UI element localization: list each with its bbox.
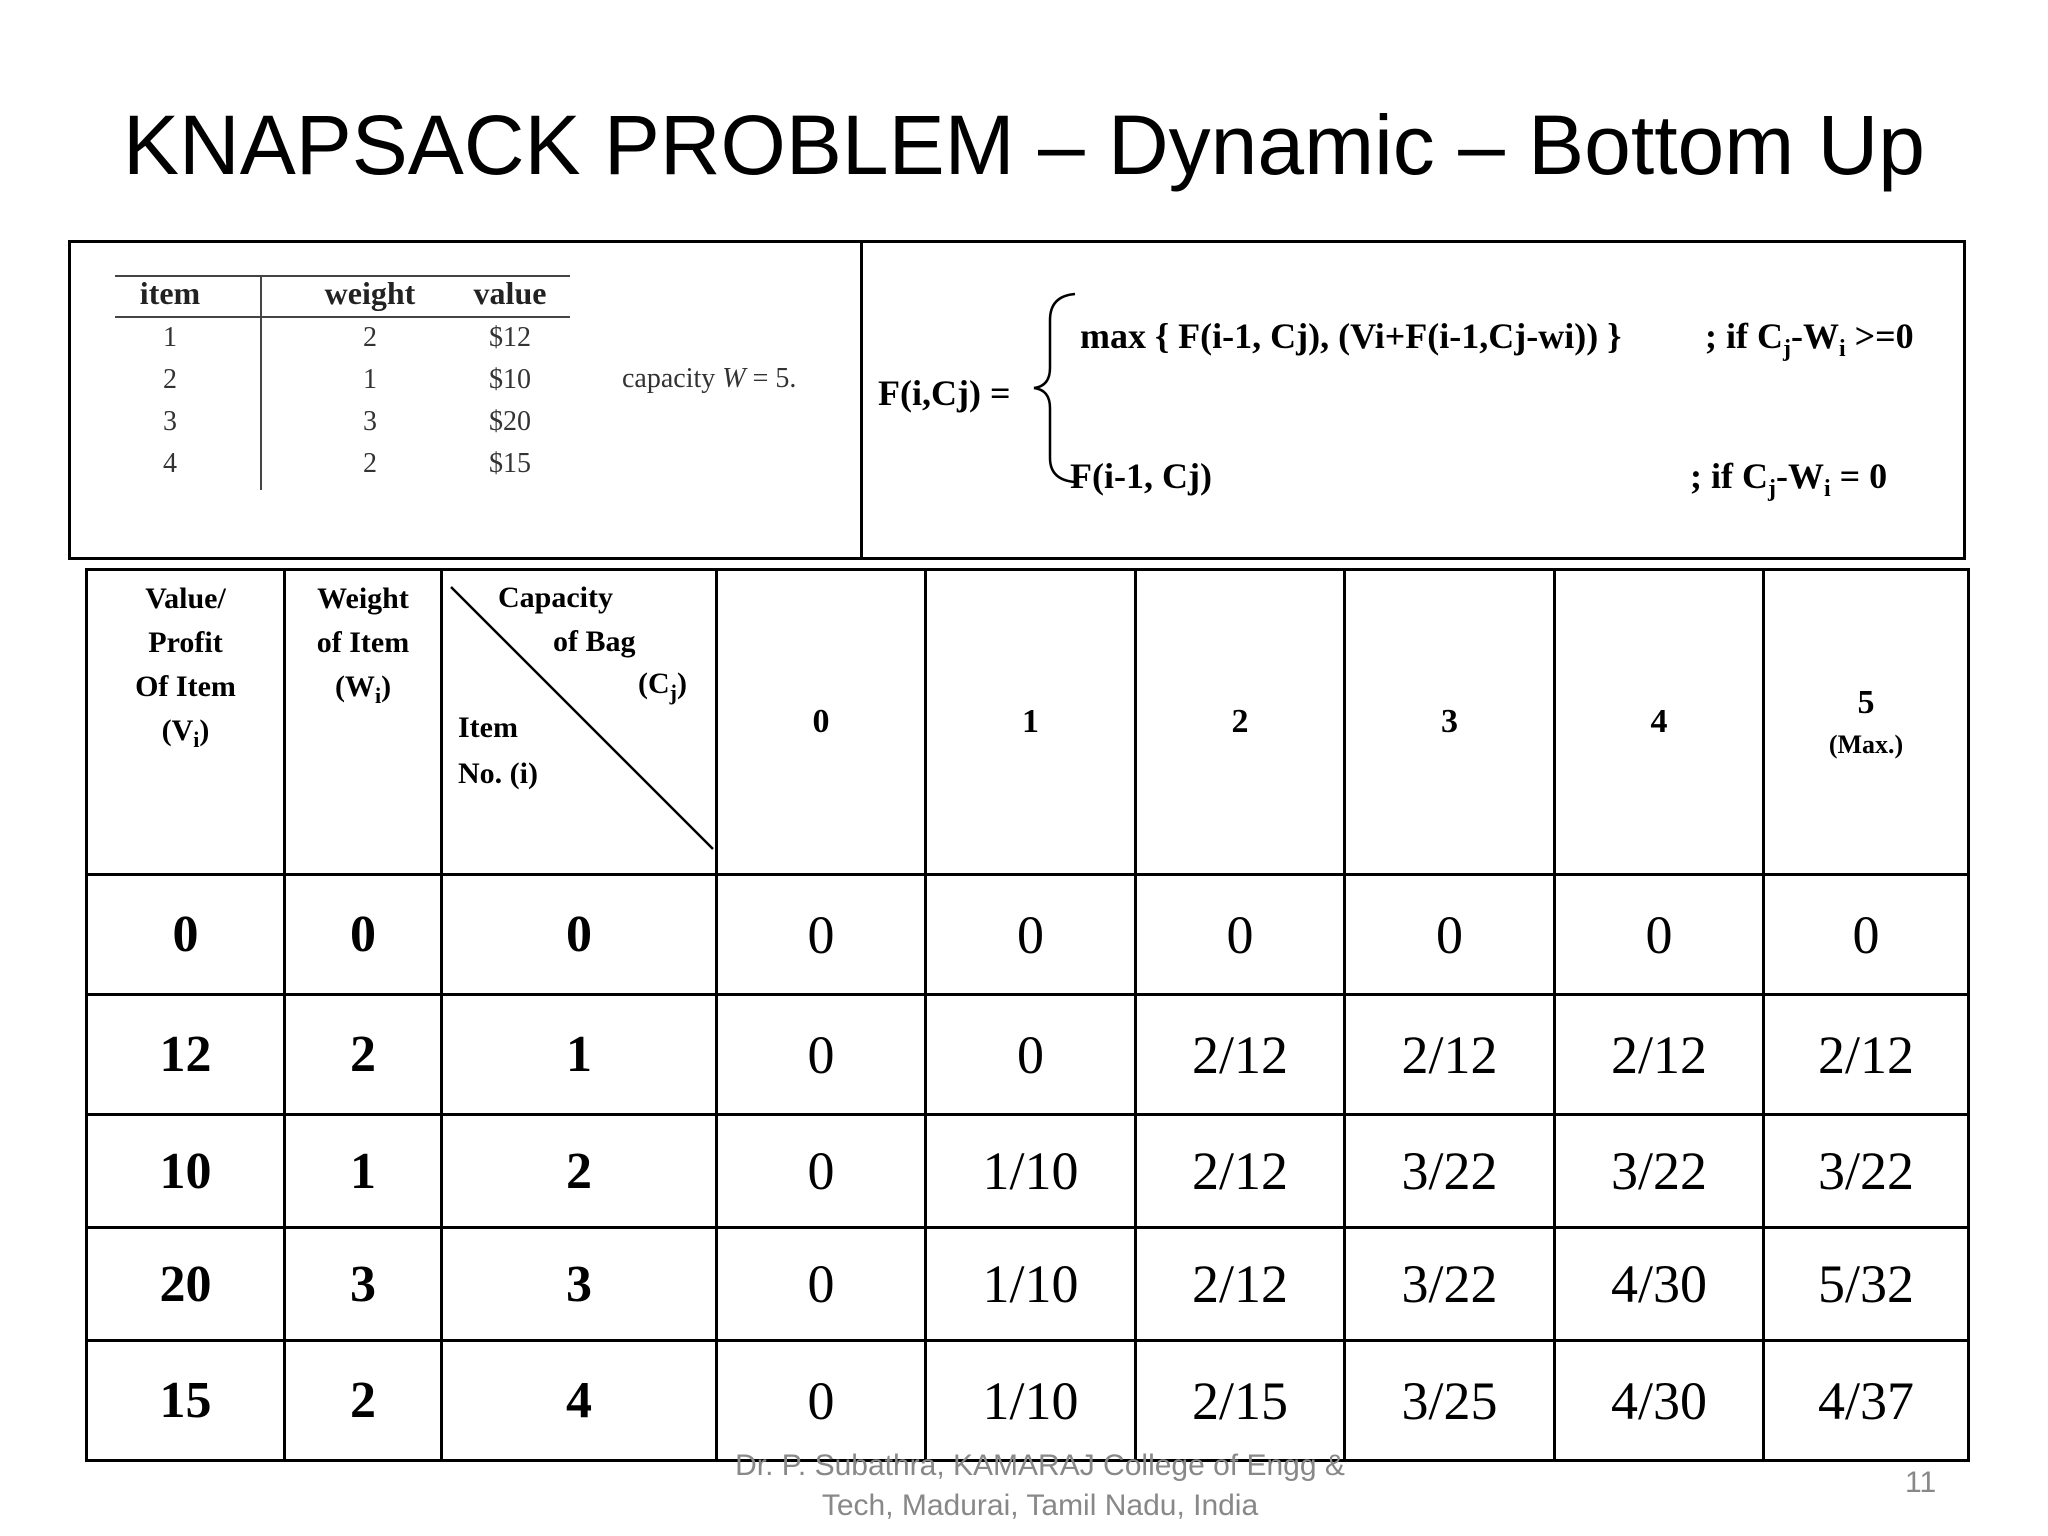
items-cell: $15 <box>489 448 531 479</box>
table-cell: 0 <box>717 1115 926 1228</box>
table-cell: 0 <box>1345 875 1555 995</box>
table-cell: 0 <box>1555 875 1764 995</box>
table-cell: 2/12 <box>1764 995 1969 1115</box>
formula-case1-condition: ; if $C_j-W_i >=0$ <box>1705 316 1914 363</box>
row-item: 2 <box>442 1115 717 1228</box>
table-cell: 3/22 <box>1345 1115 1555 1228</box>
page-number: 11 <box>1905 1466 1937 1499</box>
header-item-label: No. (i) <box>458 757 538 790</box>
table-cell: 2/12 <box>1136 1115 1345 1228</box>
table-row <box>87 1341 1969 1461</box>
table-cell: 3/22 <box>1764 1115 1969 1228</box>
row-value: 0 <box>87 875 285 995</box>
items-cell: 1 <box>163 322 177 353</box>
table-cell: 0 <box>717 1228 926 1341</box>
table-cell: 3/22 <box>1345 1228 1555 1341</box>
table-cell: 3/22 <box>1555 1115 1764 1228</box>
table-cell: 1/10 <box>926 1341 1136 1461</box>
items-header-item: item <box>139 275 201 311</box>
row-item: 3 <box>442 1228 717 1341</box>
row-weight: 3 <box>285 1228 442 1341</box>
formula-case2: F(i-1, Cj) <box>1070 456 1212 496</box>
max-label: (Max.) <box>1828 730 1904 759</box>
slide-title: KNAPSACK PROBLEM – Dynamic – Bottom Up <box>123 98 1925 192</box>
table-cell: 0 <box>717 1341 926 1461</box>
header-value-profit: Value/ Profit Of Item $(V_i)$ <box>87 570 285 875</box>
formula-lhs: F(i,Cj) = <box>878 373 1011 413</box>
table-cell: 0 <box>926 995 1136 1115</box>
row-item: 4 <box>442 1341 717 1461</box>
header-capacity-label: Capacity <box>498 581 613 614</box>
table-cell: 1/10 <box>926 1228 1136 1341</box>
table-cell: 3/25 <box>1345 1341 1555 1461</box>
capacity-note: capacity W = 5. <box>622 363 797 394</box>
items-cell: 3 <box>163 406 177 437</box>
row-item: 0 <box>442 875 717 995</box>
row-weight: 1 <box>285 1115 442 1228</box>
capacity-header: 3 <box>1345 570 1555 875</box>
table-cell: 1/10 <box>926 1115 1136 1228</box>
capacity-header: 2 <box>1136 570 1345 875</box>
table-cell: 4/30 <box>1555 1228 1764 1341</box>
row-value: 15 <box>87 1341 285 1461</box>
items-cell: 2 <box>363 448 377 479</box>
footer-credit <box>660 1446 1420 1526</box>
row-value: 20 <box>87 1228 285 1341</box>
table-cell: 2/12 <box>1136 1228 1345 1341</box>
table-row <box>87 1228 1969 1341</box>
items-cell: 2 <box>163 364 177 395</box>
row-weight: 0 <box>285 875 442 995</box>
dp-header-row <box>87 570 1969 875</box>
table-cell: 0 <box>717 995 926 1115</box>
header-capacity-item <box>442 570 717 875</box>
items-header-weight: weight <box>324 275 416 311</box>
row-weight: 2 <box>285 995 442 1115</box>
table-row <box>87 1115 1969 1228</box>
footer-line: Tech, Madurai, Tamil Nadu, India <box>821 1489 1259 1522</box>
items-table <box>115 275 570 495</box>
dp-table <box>85 568 1970 1462</box>
header-item-label: Item <box>458 711 518 744</box>
row-value: 10 <box>87 1115 285 1228</box>
items-cell: $12 <box>489 322 531 353</box>
formula-case2-condition: ; if $C_j-W_i = 0$ <box>1690 456 1888 503</box>
formula-case1: max { F(i-1, Cj), (Vi+F(i-1,Cj-wi)) } <box>1080 316 1622 356</box>
header-weight: Weight of Item $(W_i)$ <box>285 570 442 875</box>
footer-line: Dr. P. Subathra, KAMARAJ College of Engg & <box>735 1449 1345 1482</box>
table-cell: 2/15 <box>1136 1341 1345 1461</box>
table-row <box>87 875 1969 995</box>
header-capacity-label: $(C_j)$ <box>638 667 687 705</box>
capacity-header: 4 <box>1555 570 1764 875</box>
capacity-header-max: 5 (Max.) <box>1764 570 1969 875</box>
items-cell: 4 <box>163 448 177 479</box>
capacity-header: 1 <box>926 570 1136 875</box>
items-header-value: value <box>473 275 547 311</box>
table-cell: 0 <box>717 875 926 995</box>
header-capacity-label: of Bag <box>553 625 636 658</box>
items-cell: 1 <box>363 364 377 395</box>
table-row <box>87 995 1969 1115</box>
items-cell: 3 <box>363 406 377 437</box>
table-cell: 0 <box>1136 875 1345 995</box>
box-divider <box>860 240 863 560</box>
table-cell: 0 <box>926 875 1136 995</box>
table-cell: 2/12 <box>1555 995 1764 1115</box>
table-cell: 4/37 <box>1764 1341 1969 1461</box>
capacity-header: 0 <box>717 570 926 875</box>
row-item: 1 <box>442 995 717 1115</box>
table-cell: 2/12 <box>1345 995 1555 1115</box>
row-value: 12 <box>87 995 285 1115</box>
table-cell: 2/12 <box>1136 995 1345 1115</box>
row-weight: 2 <box>285 1341 442 1461</box>
table-cell: 0 <box>1764 875 1969 995</box>
items-cell: 2 <box>363 322 377 353</box>
table-cell: 4/30 <box>1555 1341 1764 1461</box>
items-cell: $20 <box>489 406 531 437</box>
items-cell: $10 <box>489 364 531 395</box>
table-cell: 5/32 <box>1764 1228 1969 1341</box>
